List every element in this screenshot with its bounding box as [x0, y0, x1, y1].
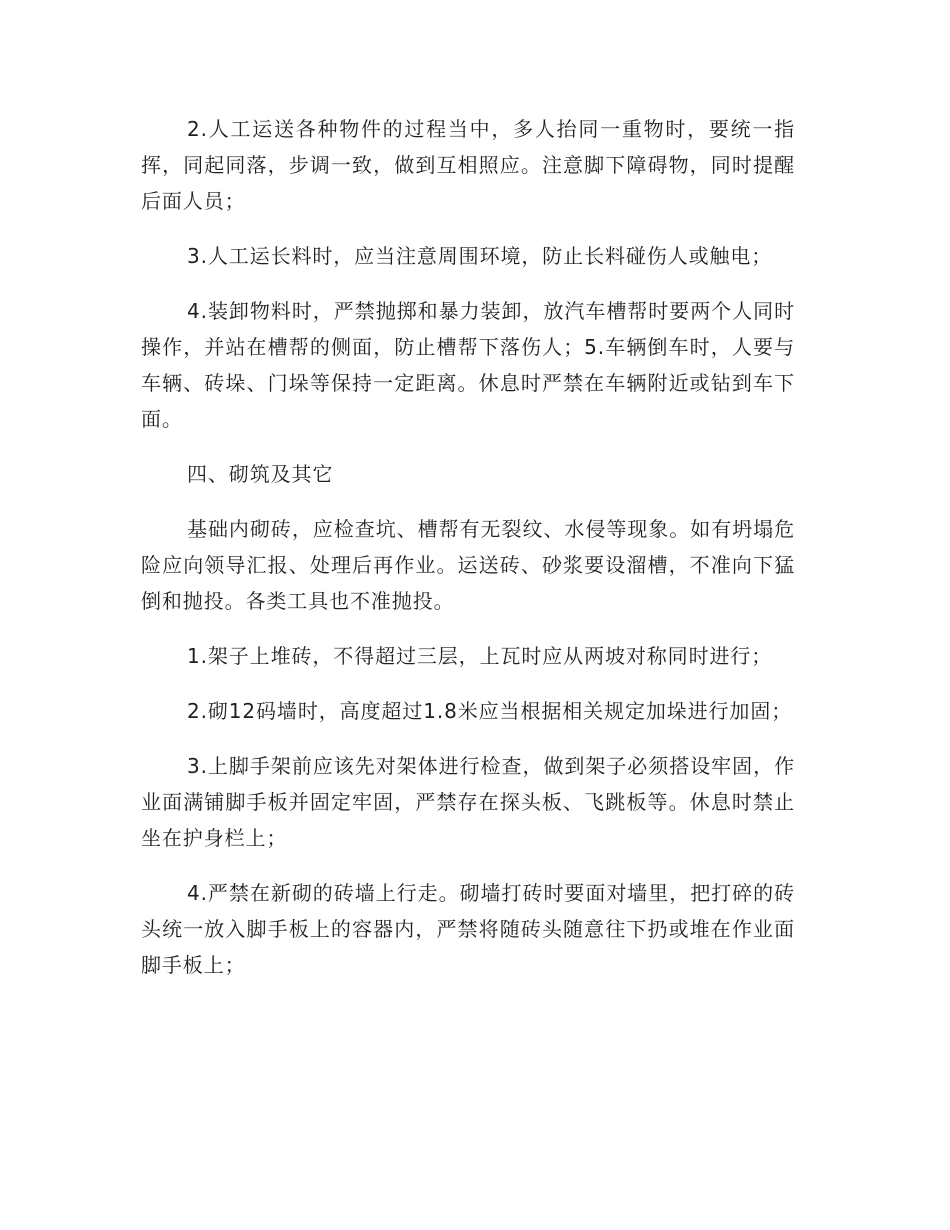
paragraph-item-3: 3.人工运长料时，应当注意周围环境，防止长料碰伤人或触电； [187, 244, 773, 268]
section-heading: 四、砌筑及其它 [187, 462, 334, 486]
paragraph-rule-3: 3.上脚手架前应该先对架体进行检查，做到架子必须搭设牢固，作业面满铺脚手板并固定牢固，严禁存在探头板、飞跳板等。休息时禁止坐在护身栏上； [141, 754, 795, 850]
document-body [141, 111, 795, 1002]
paragraph-item-2: 2.人工运送各种物件的过程当中，多人抬同一重物时，要统一指挥，同起同落，步调一致，做到互相照应。注意脚下障碍物，同时提醒后面人员； [141, 117, 795, 213]
paragraph-rule-4: 4.严禁在新砌的砖墙上行走。砌墙打砖时要面对墙里，把打碎的砖头统一放入脚手板上的容器内，严禁将随砖头随意往下扔或堆在作业面脚手板上； [141, 881, 795, 977]
paragraph-rule-1: 1.架子上堆砖，不得超过三层，上瓦时应从两坡对称同时进行； [187, 644, 773, 668]
paragraph-item-4-5: 4.装卸物料时，严禁抛掷和暴力装卸，放汽车槽帮时要两个人同时操作，并站在槽帮的侧面，防止槽帮下落伤人；5.车辆倒车时，人要与车辆、砖垛、门垛等保持一定距离。休息时严禁在车辆附近或钻到车下面。 [141, 299, 795, 431]
paragraph-foundation: 基础内砌砖，应检查坑、槽帮有无裂纹、水侵等现象。如有坍塌危险应向领导汇报、处理后再作业。运送砖、砂浆要设溜槽，不准向下猛倒和抛投。各类工具也不准抛投。 [141, 517, 795, 613]
paragraph-rule-2: 2.砌12码墙时，高度超过1.8米应当根据相关规定加垛进行加固； [187, 699, 793, 723]
